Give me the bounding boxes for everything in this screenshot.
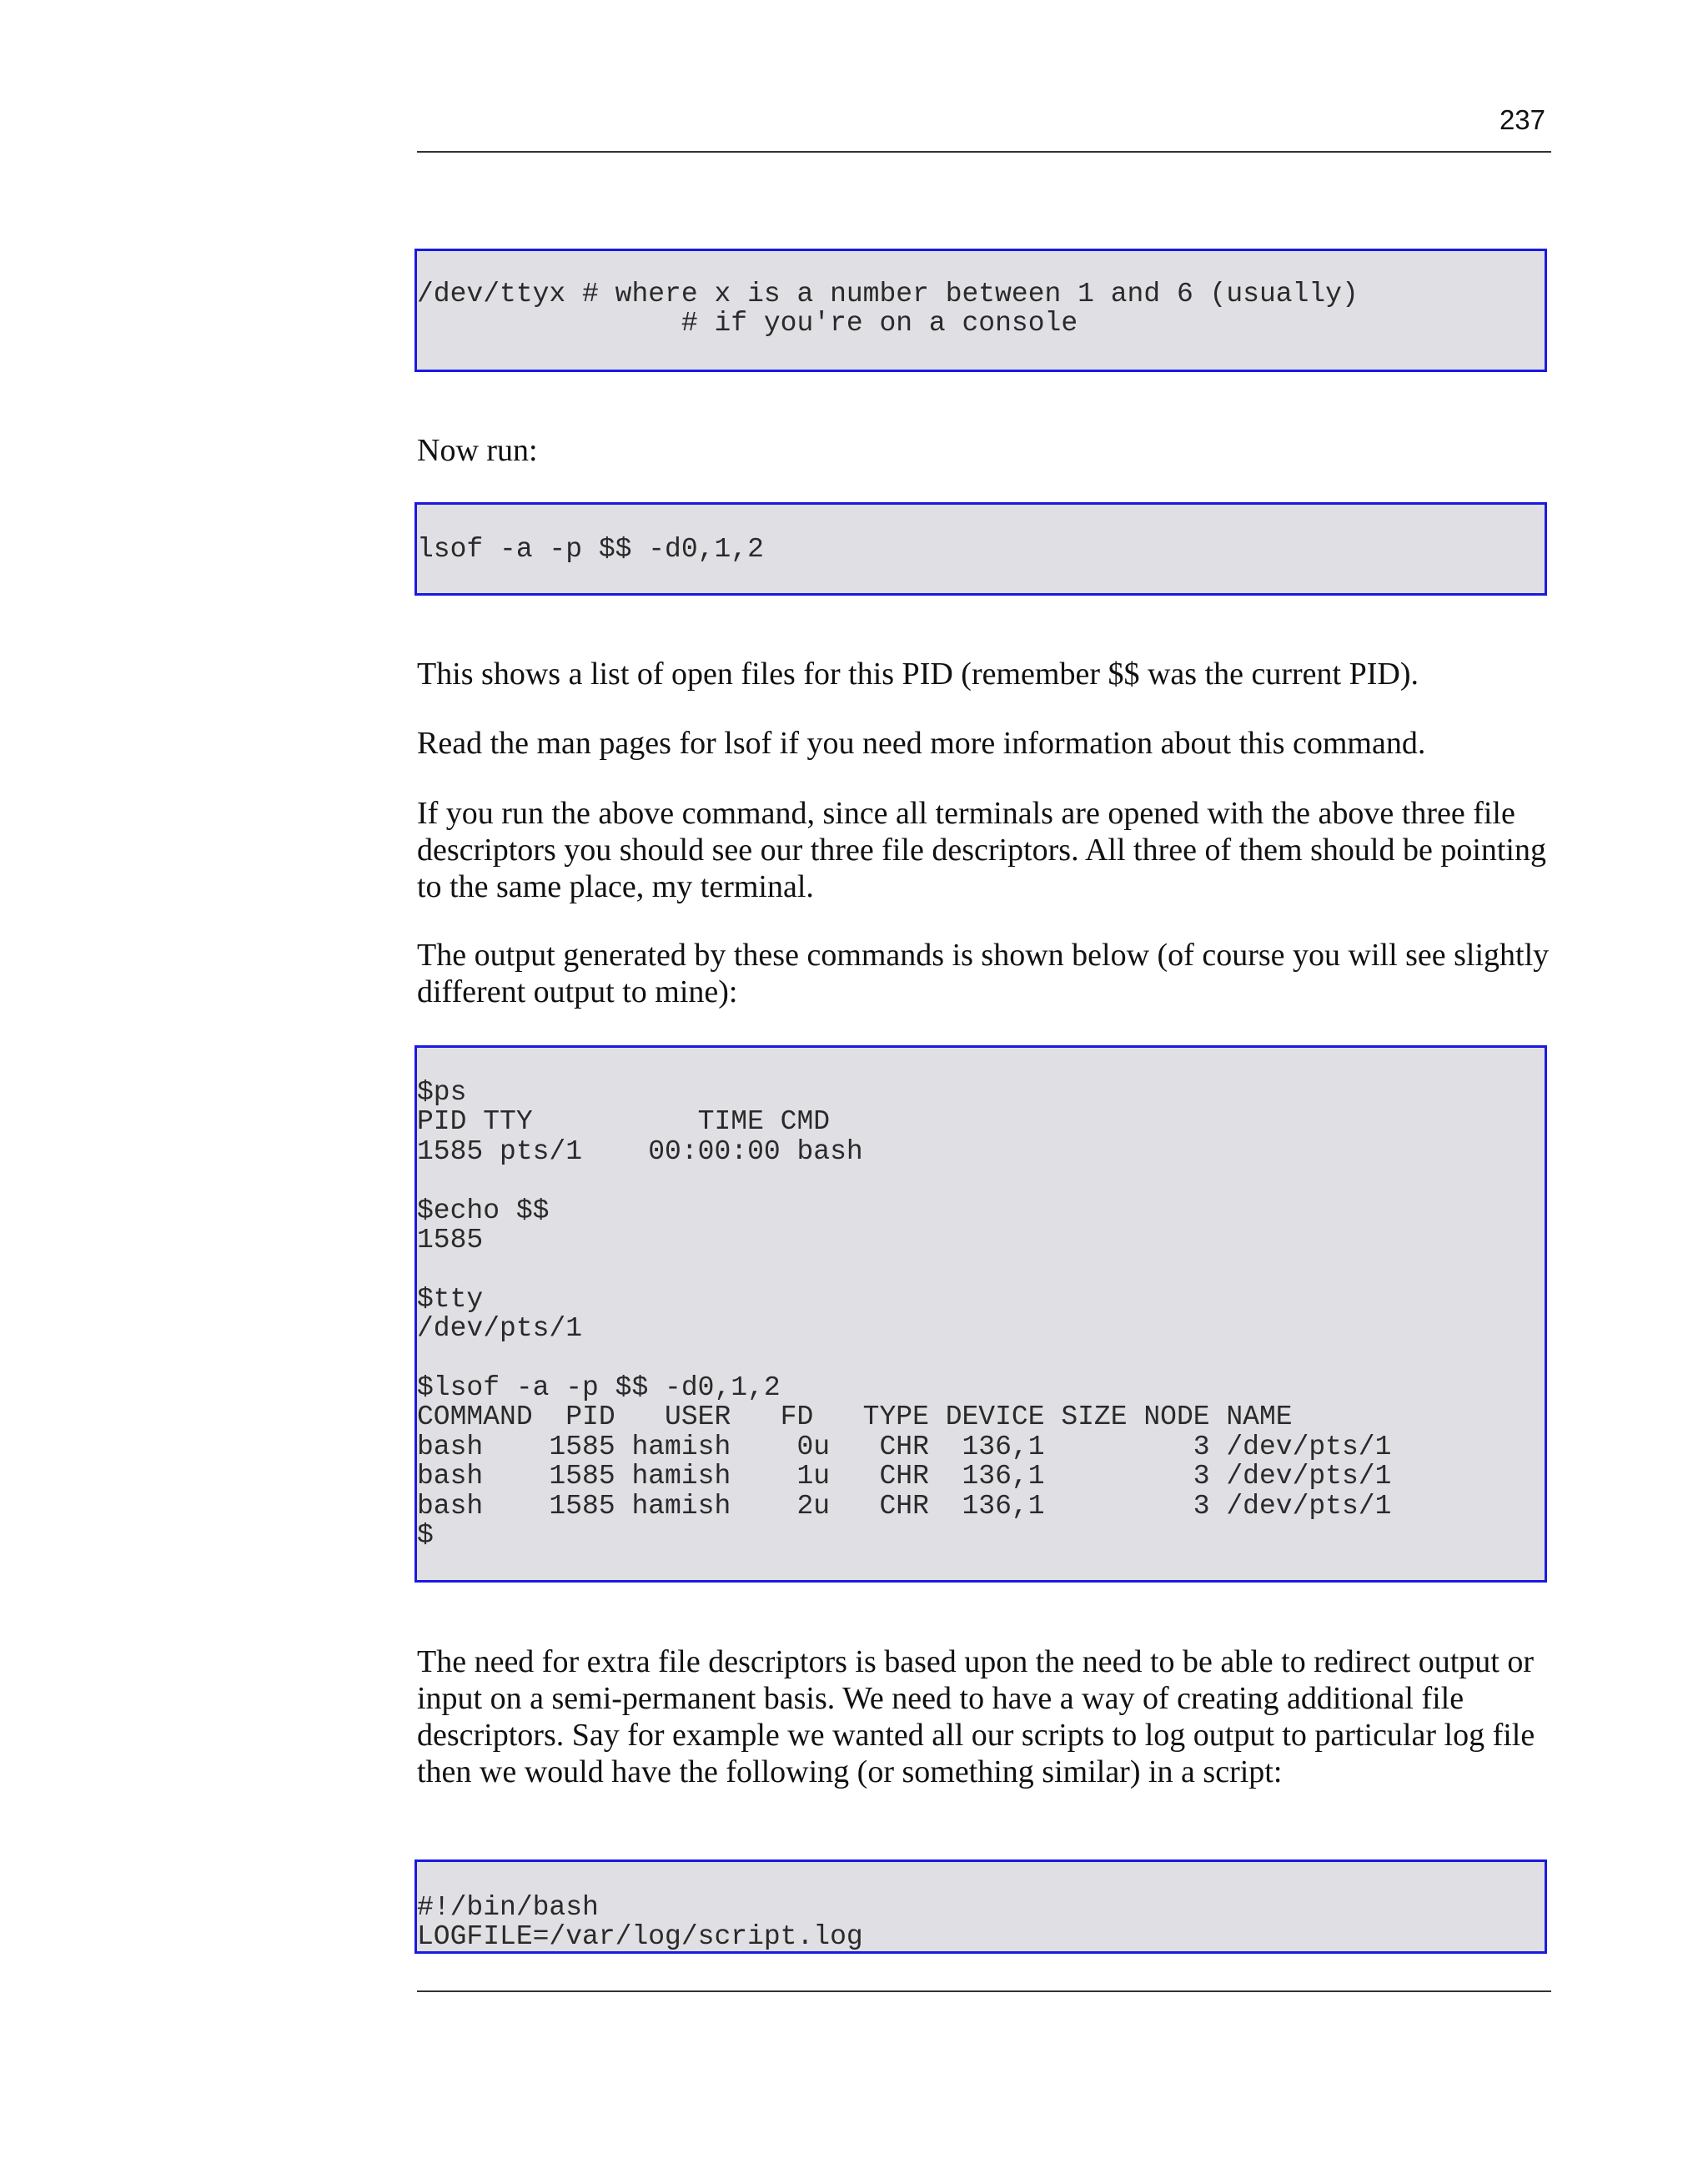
code-block-session-output <box>414 1045 1547 1583</box>
paragraph-open-files: This shows a list of open files for this PID (remember $$ was the current PID). <box>417 657 1419 692</box>
paragraph-extra-descriptors: The need for extra file descriptors is based upon the need to be able to redirect output or input on a semi-permanent basis. We need to have a way of creating additional file descriptors. Say for example we wanted all our scripts to log output to particular log file then we would have the following (or something similar) in a script: <box>417 1644 1535 1789</box>
page-number: 237 <box>1499 104 1545 135</box>
code-block-lsof-command <box>414 502 1547 596</box>
paragraph-now-run: Now run: <box>417 433 538 468</box>
paragraph-man-pages: Read the man pages for lsof if you need more information about this command. <box>417 726 1426 761</box>
paragraph-terminal-descriptors: If you run the above command, since all terminals are opened with the above three file descriptors you should see our three file descriptors. All three of them should be pointing to the same place, my terminal. <box>417 796 1546 904</box>
code-block-ttyx <box>414 249 1547 372</box>
header-rule <box>417 151 1551 153</box>
code-text: lsof -a -p $$ -d0,1,2 <box>417 534 764 565</box>
code-text: /dev/ttyx # where x is a number between 1 and 6 (usually) # if you're on a console <box>417 279 1359 340</box>
code-text: $ps PID TTY TIME CMD 1585 pts/1 00:00:00 bash $echo $$ 1585 $tty /dev/pts/1 $lsof -a -p $$ -d0,1,2 COMMAND PID USER FD TYPE DEVICE SIZE NODE NAME bash 1585 hamish 0u CHR 136,1 3 /dev/pts/1 bash 1585 hamish 1u CHR 136,1 3 /dev/pts/1 bash 1585 hamish 2u CHR 136,1 3 /dev/pts/1 $ <box>417 1077 1392 1552</box>
code-block-script-log <box>414 1859 1547 1954</box>
code-text: #!/bin/bash LOGFILE=/var/log/script.log <box>417 1892 863 1953</box>
footer-rule <box>417 1990 1551 1992</box>
paragraph-output-intro: The output generated by these commands is shown below (of course you will see slightly different output to mine): <box>417 938 1550 1009</box>
